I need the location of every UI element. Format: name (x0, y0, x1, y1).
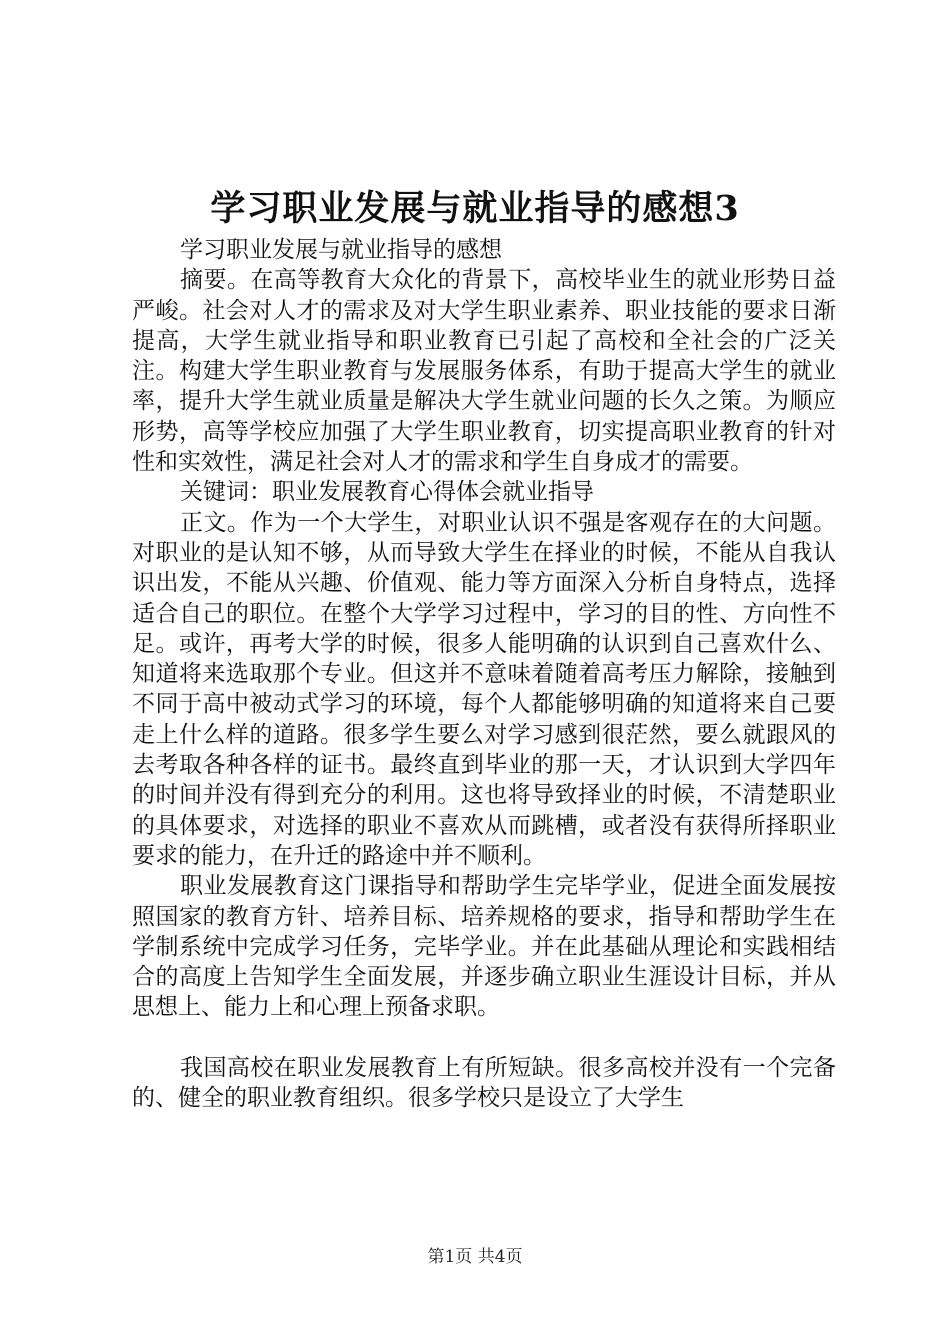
subtitle-paragraph: 学习职业发展与就业指导的感想 (180, 237, 502, 263)
course-paragraph: 职业发展教育这门课指导和帮助学生完毕学业，促进全面发展按照国家的教育方针、培养目标、培养规格的要求，指导和帮助学生在学制系统中完成学习任务，完毕学业。并在此基础从理论和实践相结合的高度上告知学生全面发展，并逐步确立职业生涯设计目标，并从思想上、能力上和心理上预备求职。 (132, 873, 836, 1021)
document-title: 学习职业发展与就业指导的感想3 (210, 188, 740, 229)
document-body (132, 235, 836, 1113)
page-footer: 第1页 共4页 (427, 1247, 523, 1267)
keywords-paragraph: 关键词：职业发展教育心得体会就业指导 (180, 479, 594, 506)
shortage-paragraph: 我国高校在职业发展教育上有所短缺。很多高校并没有一个完备的、健全的职业教育组织。很多学校只是设立了大学生 (132, 1054, 836, 1112)
main-text-paragraph: 正文。作为一个大学生，对职业认识不强是客观存在的大问题。对职业的是认知不够，从而导致大学生在择业的时候，不能从自我认识出发，不能从兴趣、价值观、能力等方面深入分析自身特点，选择适合自己的职位。在整个大学学习过程中，学习的目的性、方向性不足。或许，再考大学的时候，很多人能明确的认识到自己喜欢什么、知道将来选取那个专业。但这并不意味着随着高考压力解除，接触到不同于高中被动式学习的环境，每个人都能够明确的知道将来自己要走上什么样的道路。很多学生要么对学习感到很茫然，要么就跟风的去考取各种各样的证书。最终直到毕业的那一天，才认识到大学四年的时间并没有得到充分的利用。这也将导致择业的时候，不清楚职业的具体要求，对选择的职业不喜欢从而跳槽，或者没有获得所择职业要求的能力，在升迁的路途中并不顺利。 (132, 509, 836, 869)
abstract-paragraph: 摘要。在高等教育大众化的背景下，高校毕业生的就业形势日益严峻。社会对人才的需求及对大学生职业素养、职业技能的要求日渐提高，大学生就业指导和职业教育已引起了高校和全社会的广泛关注。构建大学生职业教育与发展服务体系，有助于提高大学生的就业率，提升大学生就业质量是解决大学生就业问题的长久之策。为顺应形势，高等学校应加强了大学生职业教育，切实提高职业教育的针对性和实效性，满足社会对人才的需求和学生自身成才的需要。 (132, 267, 836, 476)
